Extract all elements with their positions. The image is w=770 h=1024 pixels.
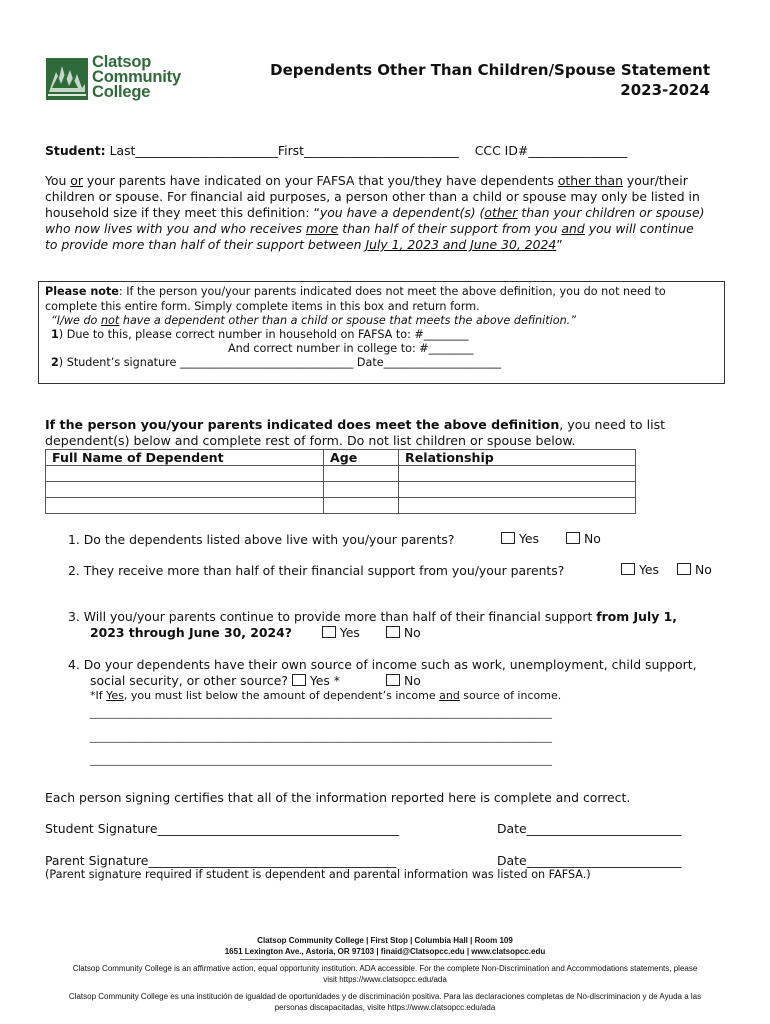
student-info-line [45,143,627,158]
definition-met-paragraph: If the person you/your parents indicated does meet the above definition, you need to list dependent(s) below and complete rest of form. Do not list children or spouse below. [45,417,666,448]
table-row[interactable] [46,498,636,514]
parent-signature-field[interactable]: Parent Signature________________________________________ [45,853,397,868]
q1-no-option[interactable]: No [566,531,601,546]
parent-date-field[interactable]: Date_________________________ [497,853,682,868]
question-4: 4. Do your dependents have their own source of income such as work, unemployment, child support, social security, or other source? Yes * No [68,657,697,688]
checkbox-icon[interactable] [322,626,336,638]
q4-no-option[interactable]: No [386,673,421,688]
checkbox-icon[interactable] [566,532,580,544]
please-note-box: Please note: If the person you/your parents indicated does not meet the above definition, you do not need to complete this entire form. Simply complete items in this box and return form. “I/we do not have a dependent other than a child or spouse that meets the above definition.” 1) Due to this, please correct number in household on FAFSA to: #________ And correct number in college to: #________ 2) Student’s signature _______________________________ Date_____________________ [38,281,725,384]
q2-yes-option[interactable]: Yes [621,562,659,577]
note-signature-line[interactable]: 2) Student’s signature _______________________________ Date_____________________ [51,356,502,369]
ccc-id-field[interactable]: CCC ID#________________ [474,143,628,158]
checkbox-icon[interactable] [501,532,515,544]
q2-no-option[interactable]: No [677,562,712,577]
checkbox-icon[interactable] [292,674,306,686]
student-name-fields[interactable]: Last_______________________First_________________________ [109,143,459,158]
footer-divider [240,959,530,960]
checkbox-icon[interactable] [386,674,400,686]
income-line-3[interactable]: ____________________________________________________________________________________ [90,753,552,766]
col-full-name: Full Name of Dependent [46,450,324,466]
student-date-field[interactable]: Date_________________________ [497,821,682,836]
footer-ada-spanish: Clatsop Community College es una institución de igualdad de oportunidades y de discriminación positiva. Para las declaraciones completas de No-discriminacion y de Ayuda a las personas discapacitadas, visite https://www.clatsopcc.edu/ada [68,992,702,1012]
question-3: 3. Will you/your parents continue to provide more than half of their financial support from July 1, 2023 through June 30, 2024? Yes No [68,609,677,640]
parent-signature-note: (Parent signature required if student is dependent and parental information was listed on FAFSA.) [45,868,591,881]
q3-yes-option[interactable]: Yes [322,625,360,640]
table-row[interactable] [46,466,636,482]
footer-ada-english: Clatsop Community College is an affirmative action, equal opportunity institution. ADA accessible. For the complete Non-Discrimination and Accommodations statements, please visit https://www.clatsopcc.edu/ada [72,964,698,984]
question-2: 2. They receive more than half of their financial support from you/your parents? [68,563,565,578]
student-signature-field[interactable]: Student Signature_______________________________________ [45,821,400,836]
table-row[interactable] [46,482,636,498]
dependents-table [45,449,636,514]
col-relationship: Relationship [399,450,636,466]
question-1: 1. Do the dependents listed above live with you/your parents? [68,532,455,547]
q4-yes-option[interactable]: Yes * [292,673,340,688]
checkbox-icon[interactable] [621,563,635,575]
q1-yes-option[interactable]: Yes [501,531,539,546]
q3-no-option[interactable]: No [386,625,421,640]
table-header-row [46,450,636,466]
certification-statement: Each person signing certifies that all of the information reported here is complete and correct. [45,790,631,805]
document-title: Dependents Other Than Children/Spouse Statement 2023-2024 [270,61,710,99]
student-label: Student: [45,143,106,158]
tree-landscape-icon [46,58,88,100]
income-line-1[interactable]: ____________________________________________________________________________________ [90,706,552,719]
checkbox-icon[interactable] [677,563,691,575]
col-age: Age [324,450,399,466]
footer-contact: Clatsop Community College | First Stop | Columbia Hall | Room 109 1651 Lexington Ave., Astoria, OR 97103 | finaid@Clatsopcc.edu | www.clatsopcc.edu [224,936,546,956]
college-logo-text: Clatsop Community College [92,53,181,101]
income-line-2[interactable]: ____________________________________________________________________________________ [90,730,552,743]
income-instructions: *If Yes, you must list below the amount of dependent’s income and source of income. [90,689,562,702]
college-logo-mark [46,58,88,100]
intro-paragraph: You or your parents have indicated on your FAFSA that you/they have dependents other than your/their children or spouse. For financial aid purposes, a person other than a child or spouse may only be listed in household size if they meet this definition: “you have a dependent(s) (other than your children or spouse) who now lives with you and who receives more than half of their support from you and you will continue to provide more than half of their support between July 1, 2023 and June 30, 2024” [45,173,705,252]
checkbox-icon[interactable] [386,626,400,638]
